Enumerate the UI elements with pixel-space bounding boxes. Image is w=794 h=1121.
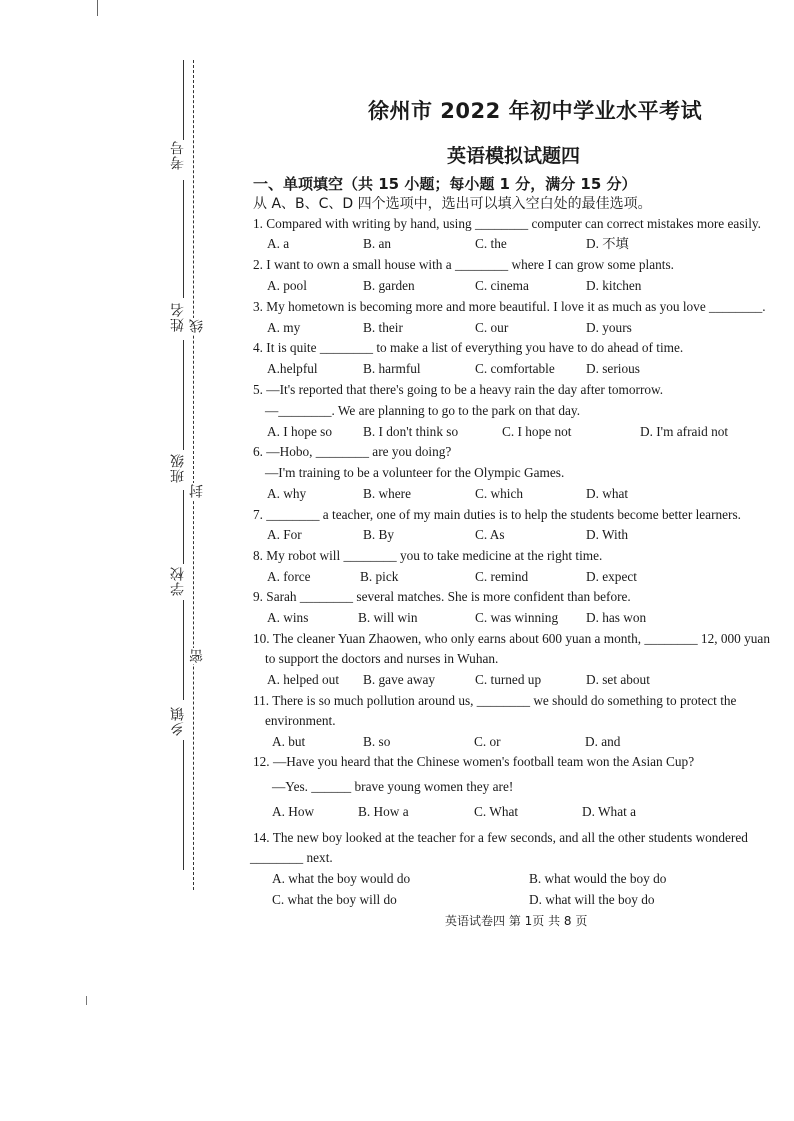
extra-fill-line	[183, 740, 184, 870]
class-fill-line	[183, 340, 184, 450]
option-d: D. set about	[586, 672, 650, 687]
option-b: B. harmful	[363, 361, 421, 376]
binding-char-mi: 密	[189, 649, 205, 663]
question-stem-line-2: —________. We are planning to go to the park on that day.	[265, 403, 581, 418]
question-stem: 11. There is so much pollution around us, ________ we should do something to protect the	[253, 693, 737, 708]
exam-number-label: 考号	[170, 140, 186, 170]
option-c: C. was winning	[475, 610, 559, 625]
option-d: D. kitchen	[586, 278, 642, 293]
option-c: C. I hope not	[502, 424, 572, 439]
option-b: B. so	[363, 734, 391, 749]
option-a: A. wins	[267, 610, 309, 625]
option-b: B. How a	[358, 804, 409, 819]
option-c: C. turned up	[475, 672, 542, 687]
scan-edge-mark	[86, 996, 87, 1005]
town-fill-line	[183, 600, 184, 700]
option-d: D. yours	[586, 320, 632, 335]
school-fill-line	[183, 490, 184, 564]
binding-dashed-line	[193, 60, 194, 890]
option-b: B. an	[363, 236, 392, 251]
option-c: C. or	[474, 734, 501, 749]
option-d: D. and	[585, 734, 621, 749]
question-stem: 9. Sarah ________ several matches. She is more confident than before.	[253, 589, 631, 604]
option-c: C. the	[475, 236, 507, 251]
option-b: B. garden	[363, 278, 415, 293]
option-b: B. their	[363, 320, 403, 335]
option-c: C. cinema	[475, 278, 529, 293]
option-a: A. For	[267, 527, 302, 542]
option-a: A. but	[272, 734, 306, 749]
option-d: D. What a	[582, 804, 637, 819]
option-a: A. How	[272, 804, 315, 819]
question-stem: 4. It is quite ________ to make a list of everything you have to do ahead of time.	[253, 340, 684, 355]
question-stem-line-2: —I'm training to be a volunteer for the Olympic Games.	[265, 465, 565, 480]
option-a: A. helped out	[267, 672, 340, 687]
question-stem: 2. I want to own a small house with a ________ where I can grow some plants.	[253, 257, 674, 272]
option-b: B. will win	[358, 610, 418, 625]
name-label: 姓名	[170, 302, 186, 332]
option-d: D. With	[586, 527, 629, 542]
option-b: B. By	[363, 527, 395, 542]
option-b: B. where	[363, 486, 411, 501]
question-stem: 3. My hometown is becoming more and more beautiful. I love it as much as you love ________.	[253, 299, 766, 314]
option-a: A. my	[267, 320, 301, 335]
exam-number-fill-line	[183, 60, 184, 140]
name-fill-line	[183, 180, 184, 298]
option-a: A. a	[267, 236, 290, 251]
question-stem: 10. The cleaner Yuan Zhaowen, who only earns about 600 yuan a month, ________ 12, 000 yuan	[253, 631, 770, 646]
option-a: A. why	[267, 486, 307, 501]
question-stem-line-2: —Yes. ______ brave young women they are!	[272, 779, 514, 794]
option-d: D. expect	[586, 569, 637, 584]
option-c: C. comfortable	[475, 361, 555, 376]
option-d: D. has won	[586, 610, 647, 625]
town-label: 乡镇	[170, 706, 186, 736]
option-c: C. What	[474, 804, 519, 819]
question-stem: 14. The new boy looked at the teacher for a few seconds, and all the other students wondered	[253, 830, 748, 845]
question-stem: 12. —Have you heard that the Chinese women's football team won the Asian Cup?	[253, 754, 695, 769]
option-b: B. what would the boy do	[529, 871, 667, 886]
option-d: D. 不填	[586, 236, 629, 251]
option-c: C. our	[475, 320, 509, 335]
option-b: B. pick	[360, 569, 399, 584]
question-stem: 7. ________ a teacher, one of my main duties is to help the students become better learners.	[253, 507, 741, 522]
option-a: A. I hope so	[267, 424, 332, 439]
exam-title: 徐州市 2022 年初中学业水平考试	[368, 99, 703, 123]
option-d: D. serious	[586, 361, 640, 376]
option-d: D. I'm afraid not	[640, 424, 729, 439]
option-a: A.helpful	[267, 361, 318, 376]
question-stem: 6. —Hobo, ________ are you doing?	[253, 444, 452, 459]
question-stem-line-2: environment.	[265, 713, 336, 728]
section-heading: 一、单项填空（共 15 小题；每小题 1 分，满分 15 分）	[253, 175, 637, 193]
option-b: B. gave away	[363, 672, 435, 687]
option-c: C. remind	[475, 569, 529, 584]
option-c: C. As	[475, 527, 505, 542]
option-a: A. pool	[267, 278, 307, 293]
question-stem: 8. My robot will ________ you to take medicine at the right time.	[253, 548, 603, 563]
class-label: 班级	[170, 453, 186, 483]
question-stem-line-2: ________ next.	[250, 850, 333, 865]
question-stem-line-2: to support the doctors and nurses in Wuhan.	[265, 651, 499, 666]
scan-edge-mark	[97, 0, 98, 16]
option-a: A. what the boy would do	[272, 871, 411, 886]
option-c: C. which	[475, 486, 524, 501]
option-d: D. what will the boy do	[529, 892, 655, 907]
binding-char-xian: 线	[189, 319, 205, 333]
option-a: A. force	[267, 569, 311, 584]
section-instruction: 从 A、B、C、D 四个选项中，选出可以填入空白处的最佳选项。	[253, 196, 652, 212]
option-b: B. I don't think so	[363, 424, 459, 439]
question-stem: 1. Compared with writing by hand, using ________ computer can correct mistakes more easily.	[253, 216, 761, 231]
exam-subtitle: 英语模拟试题四	[447, 145, 581, 167]
option-d: D. what	[586, 486, 629, 501]
page-footer: 英语试卷四 第 1页 共 8 页	[445, 914, 588, 928]
question-stem: 5. —It's reported that there's going to be a heavy rain the day after tomorrow.	[253, 382, 664, 397]
binding-char-feng: 封	[189, 484, 205, 498]
option-c: C. what the boy will do	[272, 892, 397, 907]
school-label: 学校	[170, 566, 186, 596]
